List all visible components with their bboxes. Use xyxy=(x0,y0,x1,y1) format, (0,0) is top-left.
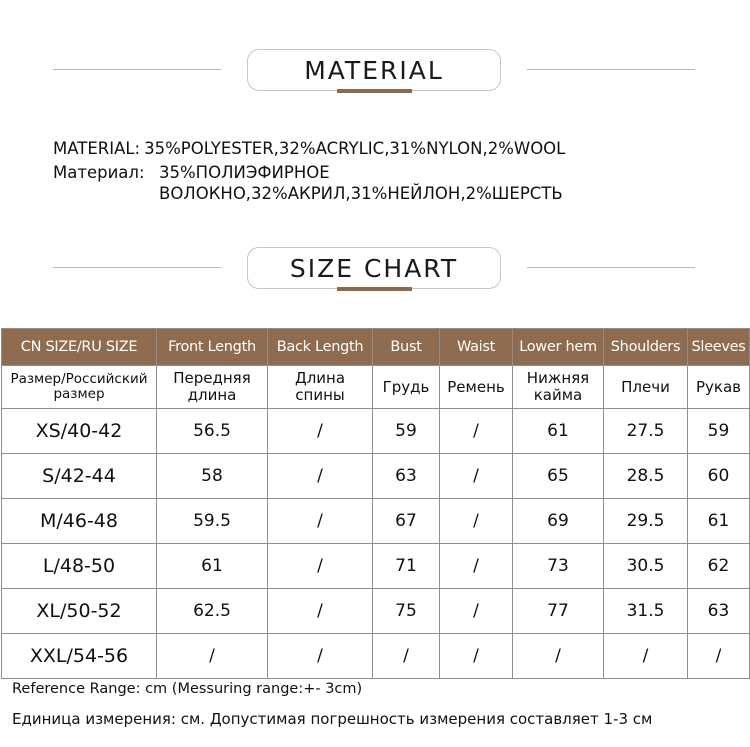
header-en-cell: Sleeves xyxy=(688,329,750,366)
header-row-en xyxy=(2,329,750,366)
table-cell: 59 xyxy=(373,409,440,454)
table-cell: 61 xyxy=(688,499,750,544)
header-en-cell: Shoulders xyxy=(604,329,688,366)
table-cell: / xyxy=(268,634,373,679)
table-cell: 29.5 xyxy=(604,499,688,544)
table-row xyxy=(2,544,750,589)
table-cell: 77 xyxy=(513,589,604,634)
table-cell: 67 xyxy=(373,499,440,544)
material-value-ru: 35%ПОЛИЭФИРНОЕ ВОЛОКНО,32%АКРИЛ,31%НЕЙЛОН,2%ШЕРСТЬ xyxy=(159,163,563,203)
table-cell: 59 xyxy=(688,409,750,454)
table-cell: / xyxy=(440,499,513,544)
header-ru-cell: Нижняя кайма xyxy=(513,366,604,409)
table-cell: / xyxy=(688,634,750,679)
material-title: MATERIAL xyxy=(247,49,501,91)
header-en-cell: CN SIZE/RU SIZE xyxy=(2,329,157,366)
title-accent-bar xyxy=(337,287,412,291)
table-cell: 73 xyxy=(513,544,604,589)
table-cell: 30.5 xyxy=(604,544,688,589)
material-value-en: 35%POLYESTER,32%ACRYLIC,31%NYLON,2%WOOL xyxy=(144,139,566,158)
table-cell: / xyxy=(604,634,688,679)
table-cell: 63 xyxy=(688,589,750,634)
table-cell: 27.5 xyxy=(604,409,688,454)
table-row xyxy=(2,409,750,454)
table-cell: 71 xyxy=(373,544,440,589)
size-label-cell: XL/50-52 xyxy=(2,589,157,634)
header-ru-cell: Размер/Российский размер xyxy=(2,366,157,409)
size-chart-title: SIZE CHART xyxy=(247,247,501,289)
divider-line xyxy=(53,267,221,268)
table-cell: / xyxy=(440,634,513,679)
table-row xyxy=(2,454,750,499)
table-cell: 60 xyxy=(688,454,750,499)
header-ru-cell: Ремень xyxy=(440,366,513,409)
header-en-cell: Back Length xyxy=(268,329,373,366)
table-cell: / xyxy=(268,499,373,544)
table-cell: 56.5 xyxy=(157,409,268,454)
header-row-ru xyxy=(2,366,750,409)
table-cell: / xyxy=(440,454,513,499)
material-section-header xyxy=(0,49,750,93)
size-chart-section-header xyxy=(0,247,750,291)
table-cell: 61 xyxy=(513,409,604,454)
table-cell: 61 xyxy=(157,544,268,589)
size-label-cell: M/46-48 xyxy=(2,499,157,544)
table-cell: 62 xyxy=(688,544,750,589)
header-ru-cell: Плечи xyxy=(604,366,688,409)
header-en-cell: Bust xyxy=(373,329,440,366)
divider-line xyxy=(527,69,695,70)
divider-line xyxy=(53,69,221,70)
header-en-cell: Waist xyxy=(440,329,513,366)
material-row-ru xyxy=(53,162,704,204)
table-cell: / xyxy=(268,544,373,589)
table-cell: / xyxy=(268,409,373,454)
table-cell: / xyxy=(373,634,440,679)
table-row xyxy=(2,499,750,544)
divider-line xyxy=(527,267,695,268)
header-ru-cell: Передняя длина xyxy=(157,366,268,409)
table-cell: 31.5 xyxy=(604,589,688,634)
table-cell: 59.5 xyxy=(157,499,268,544)
header-en-cell: Front Length xyxy=(157,329,268,366)
table-cell: 75 xyxy=(373,589,440,634)
material-label-ru: Материал: xyxy=(53,163,145,182)
header-en-cell: Lower hem xyxy=(513,329,604,366)
size-label-cell: XXL/54-56 xyxy=(2,634,157,679)
unit-note-ru: Единица измерения: см. Допустимая погрешность измерения составляет 1-3 см xyxy=(12,710,653,728)
title-accent-bar xyxy=(337,89,412,93)
table-cell: / xyxy=(440,409,513,454)
table-cell: / xyxy=(513,634,604,679)
table-row xyxy=(2,589,750,634)
table-cell: 69 xyxy=(513,499,604,544)
table-row xyxy=(2,634,750,679)
table-cell: / xyxy=(440,589,513,634)
table-cell: / xyxy=(268,589,373,634)
header-ru-cell: Грудь xyxy=(373,366,440,409)
size-label-cell: S/42-44 xyxy=(2,454,157,499)
table-cell: 58 xyxy=(157,454,268,499)
table-cell: 65 xyxy=(513,454,604,499)
table-cell: 62.5 xyxy=(157,589,268,634)
size-chart-table xyxy=(1,328,750,679)
table-cell: / xyxy=(268,454,373,499)
reference-range-note: Reference Range: cm (Messuring range:+- 3cm) xyxy=(12,681,363,697)
table-cell: / xyxy=(440,544,513,589)
size-label-cell: XS/40-42 xyxy=(2,409,157,454)
material-label-en: MATERIAL: xyxy=(53,139,141,158)
table-cell: 28.5 xyxy=(604,454,688,499)
table-cell: / xyxy=(157,634,268,679)
size-label-cell: L/48-50 xyxy=(2,544,157,589)
material-row-en xyxy=(53,138,704,159)
material-info xyxy=(53,138,704,204)
table-cell: 63 xyxy=(373,454,440,499)
header-ru-cell: Рукав xyxy=(688,366,750,409)
header-ru-cell: Длина спины xyxy=(268,366,373,409)
